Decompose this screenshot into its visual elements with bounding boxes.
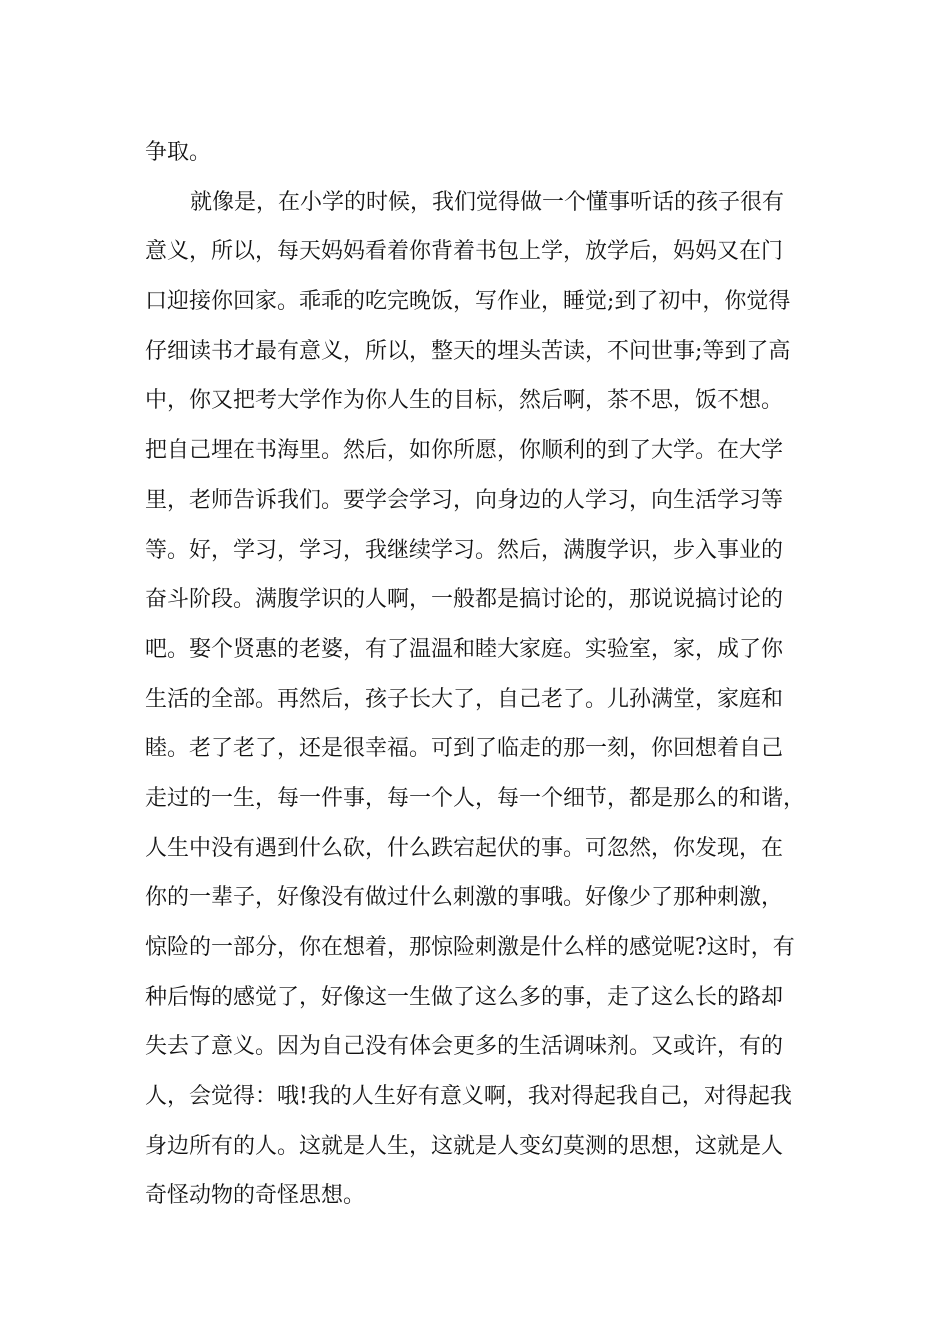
text-line: 等。好，学习，学习，我继续学习。然后，满腹学识，步入事业的 xyxy=(145,537,784,563)
text-line: 中，你又把考大学作为你人生的目标，然后啊，茶不思，饭不想。 xyxy=(145,388,784,414)
text-line: 奇怪动物的奇怪思想。 xyxy=(145,1183,366,1209)
text-line: 争取。 xyxy=(145,140,212,165)
text-line: 种后悔的感觉了，好像这一生做了这么多的事，走了这么长的路却 xyxy=(145,984,784,1010)
text-line: 里，老师告诉我们。要学会学习，向身边的人学习，向生活学习等 xyxy=(145,487,784,513)
text-line: 失去了意义。因为自己没有体会更多的生活调味剂。又或许，有的 xyxy=(145,1034,784,1060)
text-line: 走过的一生，每一件事，每一个人，每一个细节，都是那么的和谐， xyxy=(145,785,806,811)
text-line: 身边所有的人。这就是人生，这就是人变幻莫测的思想，这就是人 xyxy=(145,1133,784,1159)
body-text xyxy=(145,128,815,1221)
text-line: 把自己埋在书海里。然后，如你所愿，你顺利的到了大学。在大学 xyxy=(145,438,784,464)
text-line: 意义，所以，每天妈妈看着你背着书包上学，放学后，妈妈又在门 xyxy=(145,239,784,265)
text-line: 口迎接你回家。乖乖的吃完晚饭，写作业，睡觉;到了初中，你觉得 xyxy=(145,289,791,315)
text-line: 吧。娶个贤惠的老婆，有了温温和睦大家庭。实验室，家，成了你 xyxy=(145,636,784,662)
text-line: 仔细读书才最有意义，所以，整天的埋头苦读，不问世事;等到了高 xyxy=(145,338,791,364)
text-line: 奋斗阶段。满腹学识的人啊，一般都是搞讨论的，那说说搞讨论的 xyxy=(145,587,784,613)
text-line: 惊险的一部分，你在想着，那惊险刺激是什么样的感觉呢?这时，有 xyxy=(145,935,795,960)
paragraph-first-line: 就像是，在小学的时候，我们觉得做一个懂事听话的孩子很有 xyxy=(190,189,785,215)
text-line: 人，会觉得：哦!我的人生好有意义啊，我对得起我自己，对得起我 xyxy=(145,1084,792,1110)
text-line: 生活的全部。再然后，孩子长大了，自己老了。儿孙满堂，家庭和 xyxy=(145,686,784,712)
text-line: 睦。老了老了，还是很幸福。可到了临走的那一刻，你回想着自己 xyxy=(145,736,784,762)
text-line: 人生中没有遇到什么砍，什么跌宕起伏的事。可忽然，你发现，在 xyxy=(145,835,784,861)
text-line: 你的一辈子，好像没有做过什么刺激的事哦。好像少了那种刺激， xyxy=(145,885,784,911)
